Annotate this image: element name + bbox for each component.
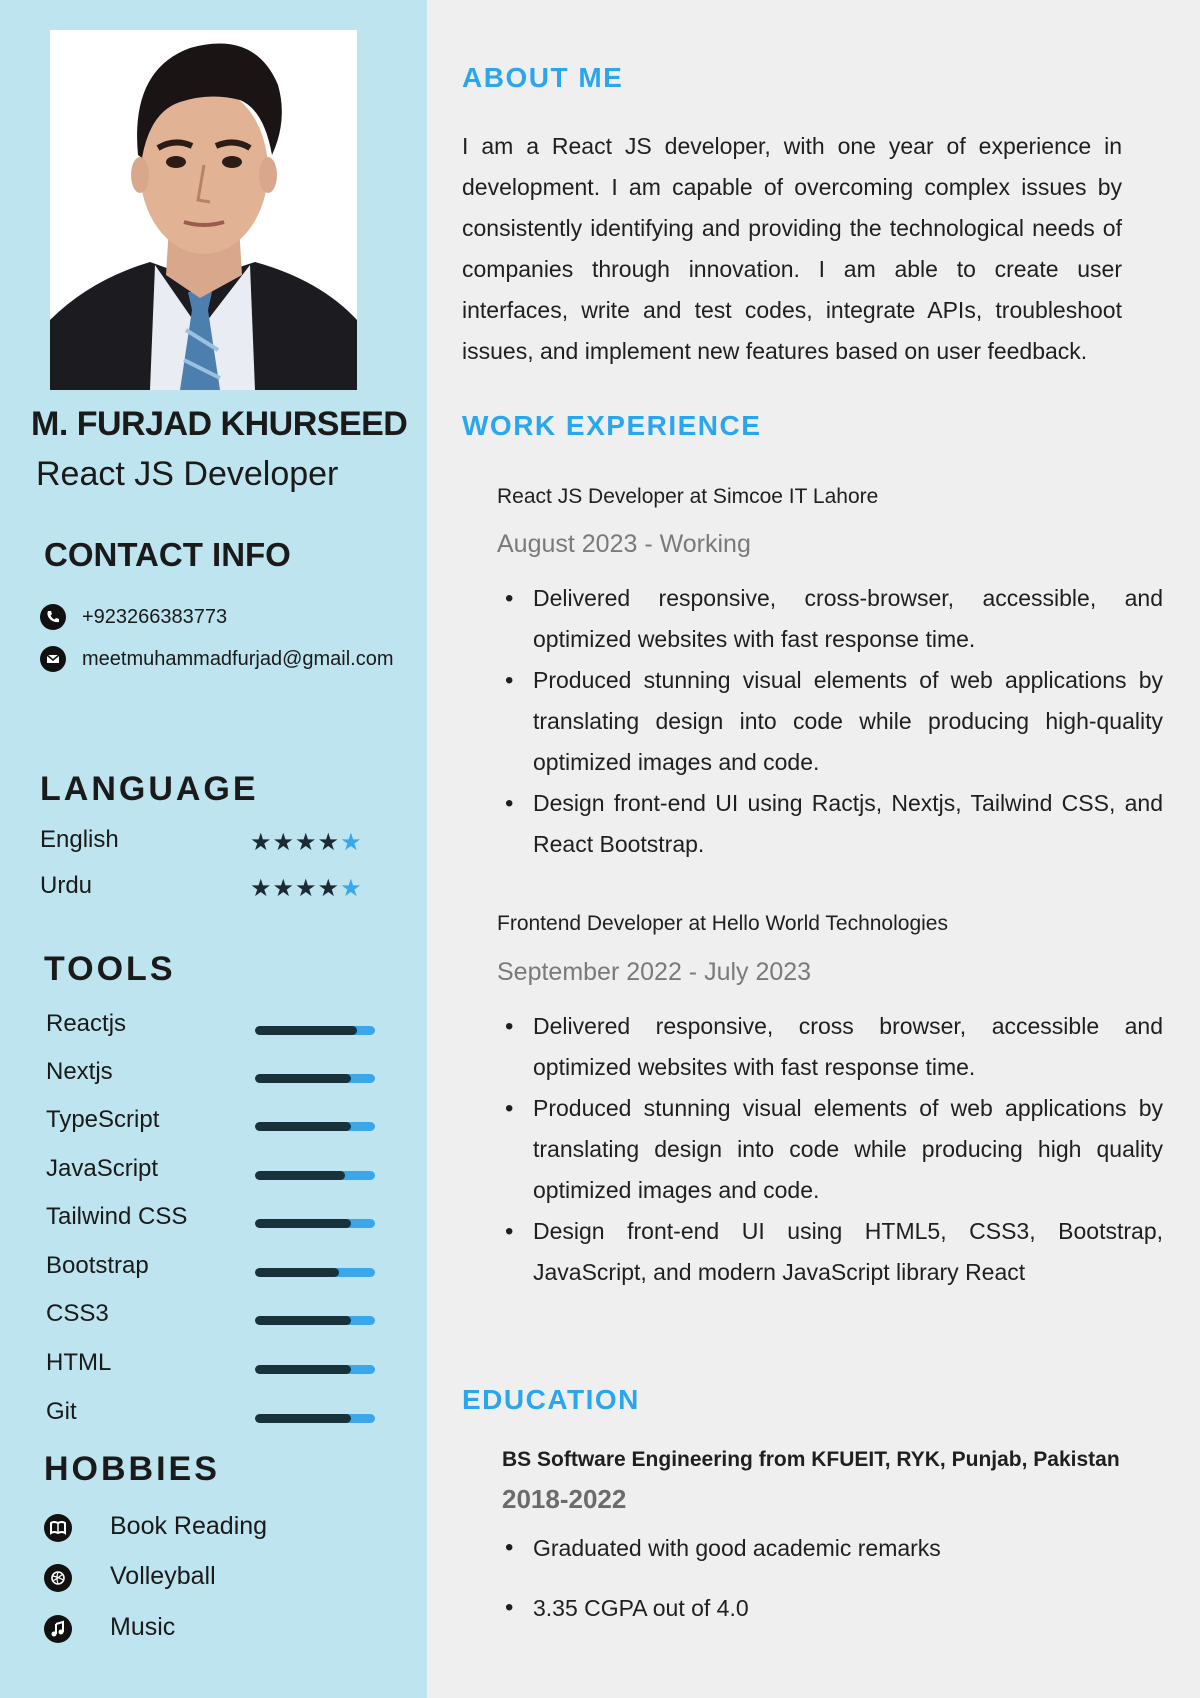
phone-text: +923266383773 (82, 605, 228, 628)
star-filled-icon: ★ (272, 875, 296, 902)
tool-label: Tailwind CSS (46, 1203, 188, 1230)
tool-row-reactjs (46, 1010, 376, 1044)
job-date: September 2022 - July 2023 (497, 958, 812, 986)
tool-skill-fill (255, 1122, 351, 1131)
education-bullets (497, 1590, 1163, 1626)
tool-skill-bar (255, 1414, 375, 1423)
tool-row-nextjs (46, 1058, 376, 1092)
language-rating-stars (250, 874, 363, 903)
education-degree: BS Software Engineering from KFUEIT, RYK, Punjab, Pakistan (502, 1448, 1120, 1471)
job-date: August 2023 - Working (497, 530, 751, 558)
hobby-music (44, 1611, 344, 1647)
hobby-volleyball (44, 1560, 344, 1596)
contact-heading: CONTACT INFO (44, 536, 291, 573)
tool-row-git (46, 1398, 376, 1432)
email-text: meetmuhammadfurjad@gmail.com (82, 647, 394, 670)
star-filled-icon: ★ (295, 875, 318, 902)
star-filled-icon: ★ (272, 829, 296, 856)
profile-photo-illustration (50, 30, 357, 390)
job-bullet: • Design front-end UI using HTML5, CSS3, Bootstrap, JavaScript, and modern JavaScript library React (533, 1211, 1163, 1293)
tool-label: Git (46, 1398, 77, 1425)
about-heading: ABOUT ME (462, 62, 624, 93)
tool-row-bootstrap (46, 1252, 376, 1286)
education-bullet: • Graduated with good academic remarks (533, 1530, 1163, 1566)
main-content (427, 0, 1200, 1698)
language-label: Urdu (40, 872, 93, 899)
education-bullet: • 3.35 CGPA out of 4.0 (533, 1590, 1163, 1626)
sidebar (0, 0, 427, 1698)
star-filled-icon: ★ (317, 829, 341, 856)
tool-row-javascript (46, 1155, 376, 1189)
star-filled-icon: ★ (250, 829, 273, 856)
job-title: React JS Developer at Simcoe IT Lahore (497, 485, 879, 508)
email-icon (40, 646, 66, 672)
tool-label: Nextjs (46, 1058, 113, 1085)
tool-label: TypeScript (46, 1106, 160, 1133)
language-rating-stars (250, 828, 363, 857)
job-bullet: • Design front-end UI using Ractjs, Nextjs, Tailwind CSS, and React Bootstrap. (533, 783, 1163, 865)
tool-skill-bar (255, 1219, 375, 1228)
candidate-role: React JS Developer (36, 455, 339, 493)
language-label: English (40, 826, 119, 853)
star-empty-icon: ★ (340, 829, 363, 856)
about-text: I am a React JS developer, with one year of experience in development. I am capable of overcoming complex issues by consistently identifying and providing the technological needs of companies through innovation. I am able to create user interfaces, write and test codes, integrate APIs, troubleshoot issues, and implement new features based on user feedback. (462, 133, 1122, 364)
tool-label: CSS3 (46, 1300, 109, 1327)
tool-label: HTML (46, 1349, 112, 1376)
tool-skill-fill (255, 1171, 345, 1180)
tool-label: Bootstrap (46, 1252, 149, 1279)
tool-row-html (46, 1349, 376, 1383)
education-heading: EDUCATION (462, 1384, 640, 1415)
star-filled-icon: ★ (250, 875, 273, 902)
tool-skill-fill (255, 1414, 351, 1423)
tool-row-tailwind-css (46, 1203, 376, 1237)
volleyball-icon (44, 1564, 72, 1592)
tool-label: Reactjs (46, 1010, 127, 1037)
tool-skill-fill (255, 1026, 357, 1035)
book-icon (44, 1514, 72, 1542)
hobby-book-reading (44, 1510, 344, 1546)
tool-skill-bar (255, 1171, 375, 1180)
work-experience-heading: WORK EXPERIENCE (462, 410, 762, 441)
job-bullet: • Delivered responsive, cross-browser, accessible, and optimized websites with fast response time. (533, 578, 1163, 660)
tool-skill-fill (255, 1074, 351, 1083)
hobby-label: Music (110, 1613, 176, 1641)
job-title: Frontend Developer at Hello World Technologies (497, 912, 948, 935)
tool-skill-bar (255, 1026, 375, 1035)
job-bullets (497, 1006, 1163, 1293)
star-empty-icon: ★ (340, 875, 363, 902)
contact-email[interactable] (40, 646, 394, 672)
hobby-label: Volleyball (110, 1562, 216, 1590)
tool-skill-bar (255, 1365, 375, 1374)
language-row-urdu (40, 872, 370, 906)
tool-skill-bar (255, 1074, 375, 1083)
job-bullet: • Produced stunning visual elements of web applications by translating design into code while producing high-quality optimized images and code. (533, 660, 1163, 783)
tools-heading: TOOLS (44, 950, 176, 988)
language-row-english (40, 826, 370, 860)
education-bullets (497, 1530, 1163, 1566)
tool-row-css3 (46, 1300, 376, 1334)
tool-skill-bar (255, 1122, 375, 1131)
contact-phone[interactable] (40, 604, 227, 630)
tool-skill-bar (255, 1316, 375, 1325)
tool-row-typescript (46, 1106, 376, 1140)
tool-skill-fill (255, 1268, 339, 1277)
hobbies-heading: HOBBIES (44, 1450, 220, 1488)
tool-skill-fill (255, 1365, 351, 1374)
tool-skill-fill (255, 1316, 351, 1325)
music-icon (44, 1615, 72, 1643)
education-years: 2018-2022 (502, 1484, 627, 1514)
profile-photo (50, 30, 357, 390)
tool-label: JavaScript (46, 1155, 159, 1182)
candidate-name: M. FURJAD KHURSEED (31, 405, 408, 443)
job-bullets (497, 578, 1163, 865)
language-heading: LANGUAGE (40, 770, 259, 808)
tool-skill-fill (255, 1219, 351, 1228)
star-filled-icon: ★ (295, 829, 318, 856)
star-filled-icon: ★ (317, 875, 341, 902)
hobby-label: Book Reading (110, 1512, 268, 1540)
job-bullet: • Produced stunning visual elements of web applications by translating design into code while producing high quality optimized images and code. (533, 1088, 1163, 1211)
tool-skill-bar (255, 1268, 375, 1277)
phone-icon (40, 604, 66, 630)
job-bullet: • Delivered responsive, cross browser, accessible and optimized websites with fast response time. (533, 1006, 1163, 1088)
